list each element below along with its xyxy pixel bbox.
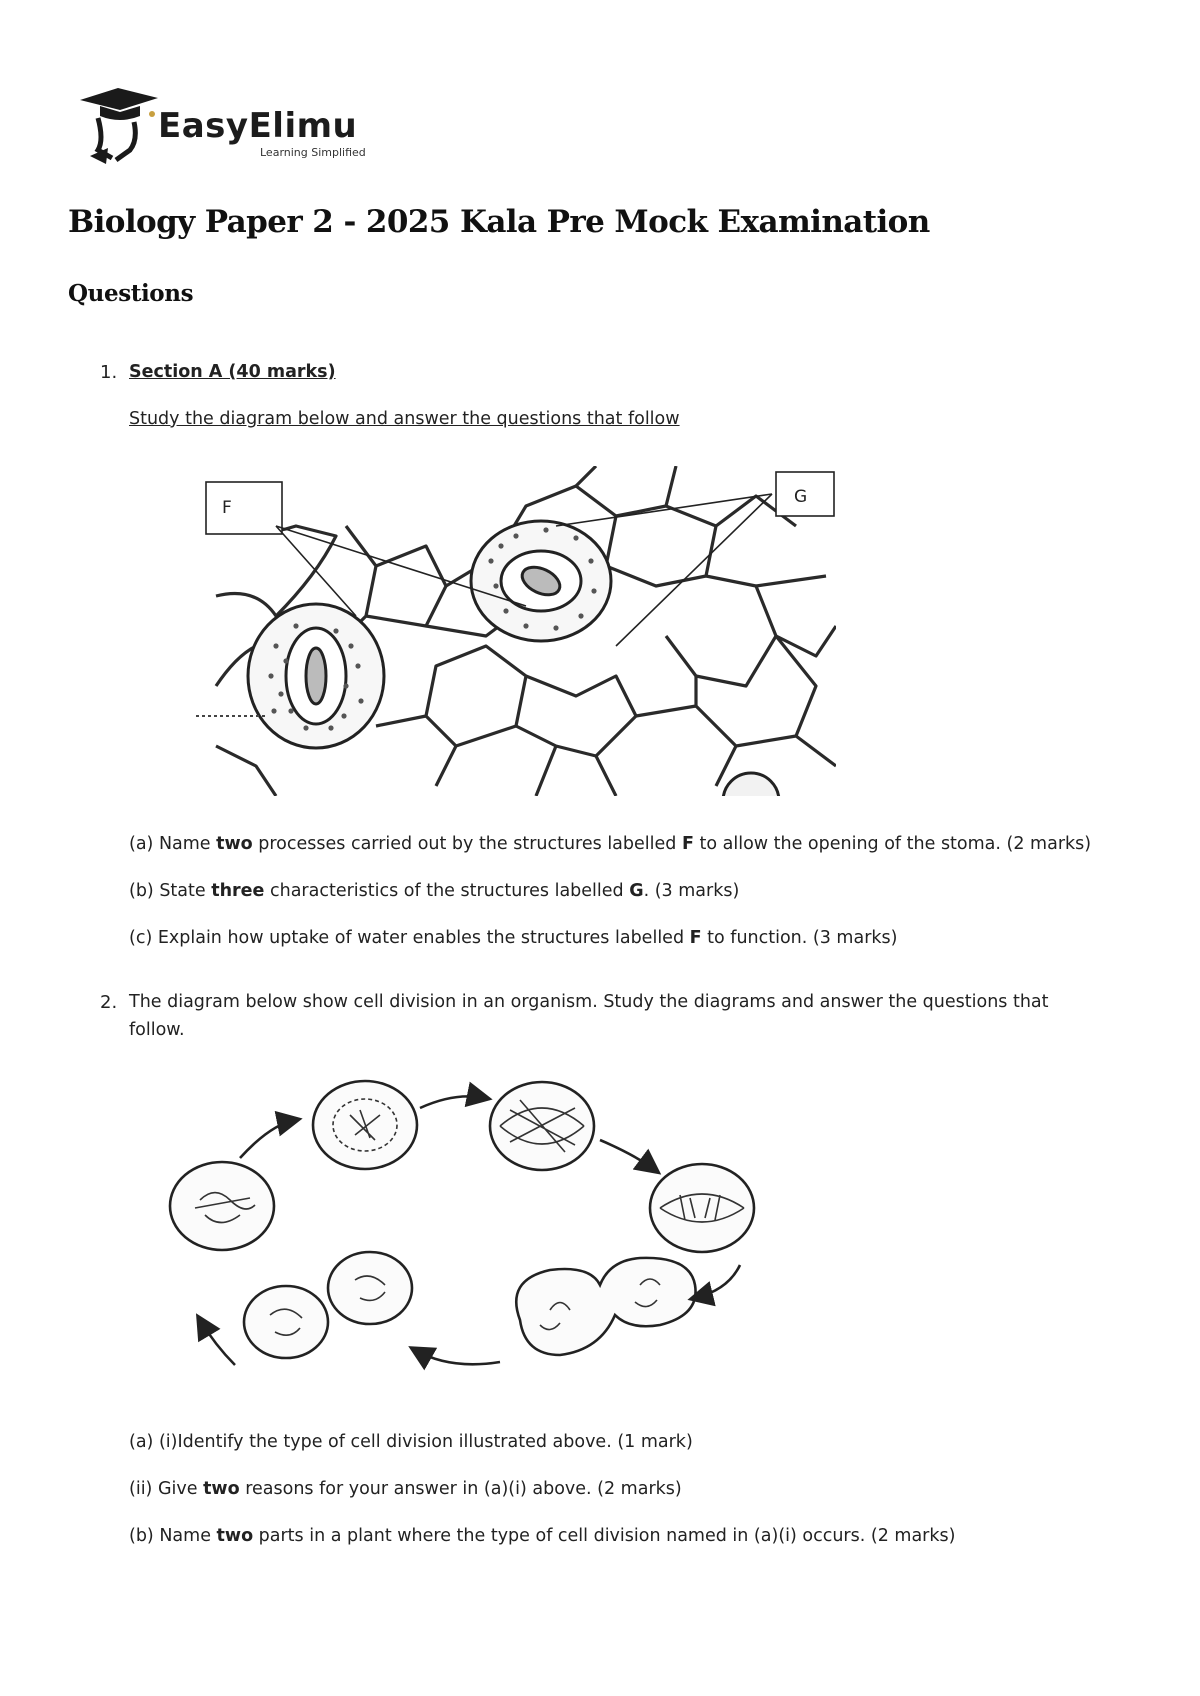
q1-intro: Study the diagram below and answer the questions that follow (129, 409, 680, 429)
q2-part-a-i: (a) (i)Identify the type of cell division illustrated above. (1 mark) (129, 1432, 693, 1452)
label-g: G (794, 487, 808, 507)
easyelimu-logo (78, 78, 378, 168)
stomata-diagram (196, 466, 836, 796)
q1-part-c: (c) Explain how uptake of water enables the structures labelled F to function. (3 marks) (129, 928, 898, 948)
graduation-cap-icon (78, 78, 168, 168)
q2-intro-line1: The diagram below show cell division in an organism. Study the diagrams and answer the questions that (129, 992, 1049, 1012)
q2-part-a-ii: (ii) Give two reasons for your answer in (a)(i) above. (2 marks) (129, 1479, 682, 1499)
logo-tagline: Learning Simplified (260, 146, 366, 159)
page-title: Biology Paper 2 - 2025 Kala Pre Mock Examination (68, 204, 930, 240)
question-number-1: 1. (100, 362, 118, 383)
q1-part-a: (a) Name two processes carried out by the structures labelled F to allow the opening of the stoma. (2 marks) (129, 834, 1092, 854)
logo-wordmark: EasyElimu (158, 106, 358, 146)
q2-intro-line2: follow. (129, 1020, 185, 1040)
section-a-heading: Section A (40 marks) (129, 362, 336, 382)
q2-part-b: (b) Name two parts in a plant where the type of cell division named in (a)(i) occurs. (2 marks) (129, 1526, 956, 1546)
question-number-2: 2. (100, 992, 118, 1013)
section-heading: Questions (68, 280, 194, 307)
q1-part-b: (b) State three characteristics of the structures labelled G. (3 marks) (129, 881, 740, 901)
label-f: F (222, 498, 232, 518)
cell-division-diagram (160, 1070, 780, 1390)
